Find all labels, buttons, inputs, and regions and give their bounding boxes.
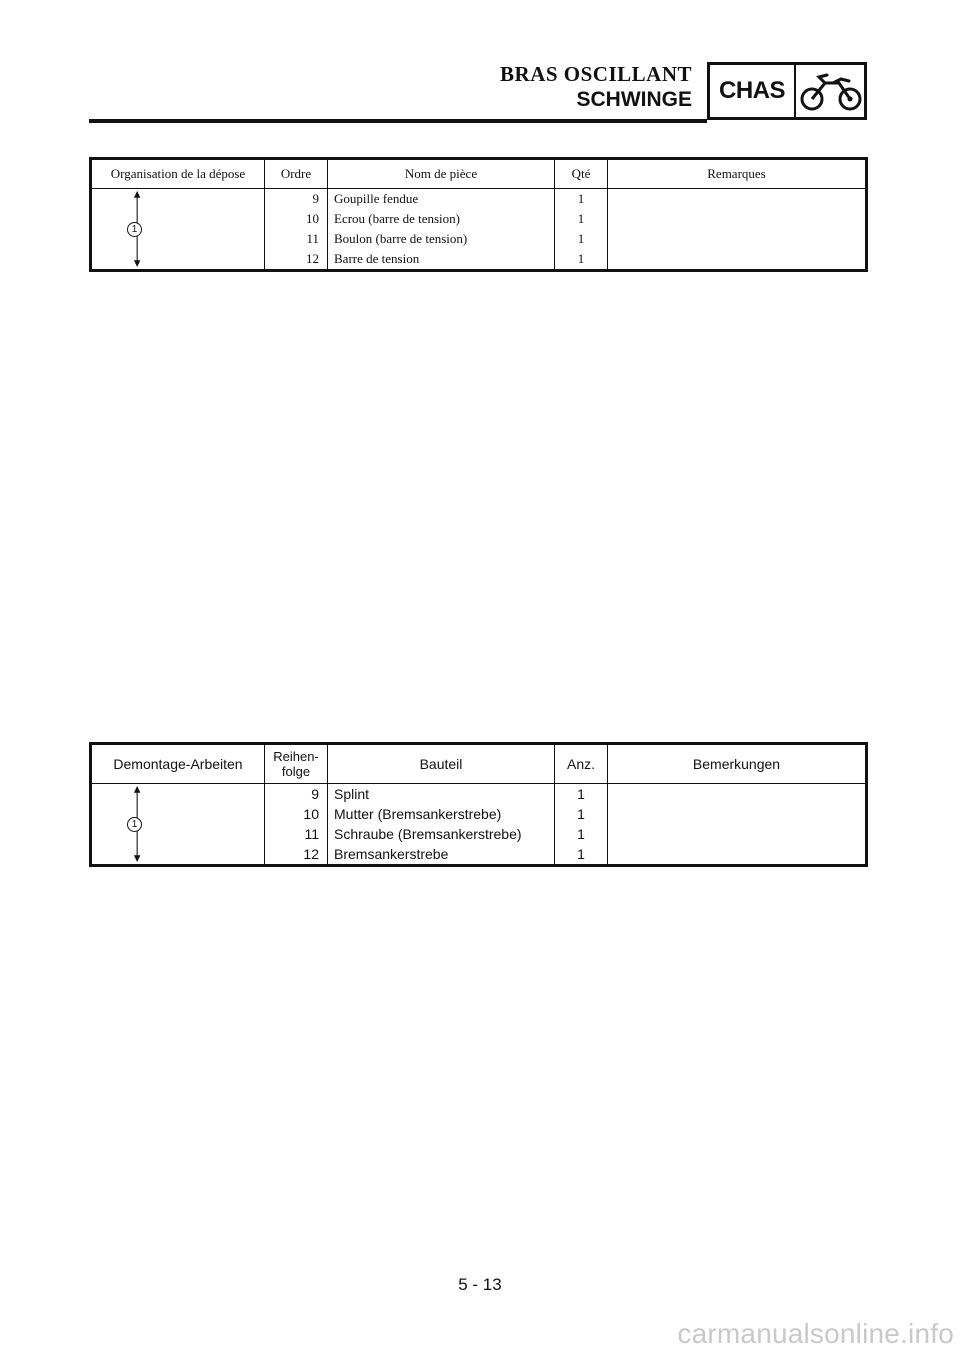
quantity-cell: 1 (555, 229, 608, 249)
part-name-cell: Schraube (Bremsankerstrebe) (328, 824, 555, 844)
table-row (91, 189, 867, 210)
part-name-cell: Splint (328, 784, 555, 805)
watermark: carmanualsonline.info (677, 1318, 954, 1349)
column-header-remarks: Remarques (608, 159, 867, 189)
section-badge (707, 62, 867, 120)
order-cell: 10 (265, 804, 328, 824)
column-header-quantity: Anz. (555, 744, 608, 784)
column-header-order: Ordre (265, 159, 328, 189)
part-name-cell: Ecrou (barre de tension) (328, 209, 555, 229)
part-name-cell: Bremsankerstrebe (328, 844, 555, 866)
column-header-order (265, 744, 328, 784)
column-header-part-name: Bauteil (328, 744, 555, 784)
double-arrow-icon (92, 189, 264, 269)
part-name-cell: Barre de tension (328, 249, 555, 271)
order-cell: 12 (265, 249, 328, 271)
quantity-cell: 1 (555, 189, 608, 210)
column-header-quantity: Qté (555, 159, 608, 189)
page-number: 5 - 13 (458, 1275, 502, 1294)
part-name-cell: Boulon (barre de tension) (328, 229, 555, 249)
column-header-remarks: Bemerkungen (608, 744, 867, 784)
column-header-order-line1: Reihen- (273, 749, 319, 764)
section-title-french: BRAS OSCILLANT (500, 62, 692, 86)
order-cell: 9 (265, 189, 328, 210)
part-name-cell: Mutter (Bremsankerstrebe) (328, 804, 555, 824)
header-rule (89, 119, 707, 123)
remarks-cell (608, 784, 867, 866)
order-cell: 11 (265, 824, 328, 844)
order-cell: 11 (265, 229, 328, 249)
column-header-removal-steps: Demontage-Arbeiten (91, 744, 265, 784)
order-cell: 10 (265, 209, 328, 229)
removal-table-french (89, 157, 868, 272)
section-title-german: SCHWINGE (576, 88, 692, 111)
motorcycle-icon (799, 69, 863, 115)
double-arrow-icon (92, 784, 264, 864)
order-cell: 9 (265, 784, 328, 805)
remarks-cell (608, 189, 867, 271)
quantity-cell: 1 (555, 844, 608, 866)
part-name-cell: Goupille fendue (328, 189, 555, 210)
quantity-cell: 1 (555, 804, 608, 824)
section-code: CHAS (718, 77, 785, 104)
order-cell: 12 (265, 844, 328, 866)
group-arrow-cell (91, 784, 265, 866)
table-row (91, 784, 867, 805)
column-header-removal-steps: Organisation de la dépose (91, 159, 265, 189)
quantity-cell: 1 (555, 209, 608, 229)
group-arrow-cell (91, 189, 265, 271)
group-number-marker: 1 (127, 222, 142, 237)
badge-divider (794, 65, 796, 117)
quantity-cell: 1 (555, 784, 608, 805)
group-number-marker: 1 (127, 817, 142, 832)
removal-table-german (89, 742, 868, 867)
quantity-cell: 1 (555, 824, 608, 844)
column-header-order-line2: folge (281, 764, 311, 779)
column-header-part-name: Nom de pièce (328, 159, 555, 189)
quantity-cell: 1 (555, 249, 608, 271)
